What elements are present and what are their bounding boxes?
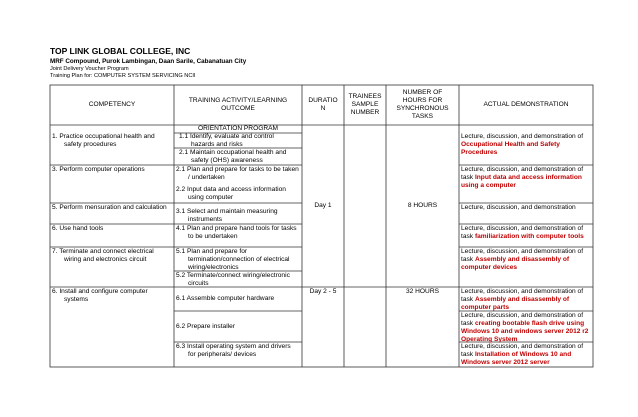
- header-hours: NUMBER OF HOURS FOR SYNCHRONOUS TASKS: [396, 89, 449, 120]
- activity-3-1: 3.1 Select and maintain measuring instruments: [176, 208, 278, 223]
- demo-6: Lecture, discussion, and demonstration of task familiarization with computer tools: [461, 225, 584, 240]
- activity-5-1: 5.1 Plan and prepare for termination/connection of electrical wiring/electronics: [176, 248, 290, 271]
- activity-2-1b: 2.1 Plan and prepare for tasks to be taken / undertaken: [176, 166, 299, 181]
- header-competency: COMPETENCY: [88, 101, 136, 108]
- competency-6: 6. Use hand tools: [52, 225, 104, 232]
- activity-2-1: 2.1 Maintain occupational health and safety (OHS) awareness: [179, 149, 287, 164]
- header-activity: TRAINING ACTIVITY/LEARNING OUTCOME: [188, 97, 288, 112]
- activity-6-1: 6.1 Assemble computer hardware: [176, 295, 275, 302]
- duration-day2-5: Day 2 - 5: [309, 288, 337, 295]
- activity-6-3: 6.3 Install operating system and drivers for peripherals/ devices: [176, 343, 291, 358]
- competency-1: 1. Practice occupational health and safety procedures: [52, 133, 155, 148]
- demo-1: Lecture, discussion, and demonstration of Occupational Health and Safety Procedures: [461, 133, 584, 156]
- activity-2-2: 2.2 Input data and access information using computer: [176, 186, 286, 201]
- competency-5: 5. Perform mensuration and calculation: [52, 204, 167, 211]
- demo-8-3: Lecture, discussion, and demonstration of task Installation of Windows 10 and Windows server 2012 server: [461, 343, 584, 366]
- college-address: MRF Compound, Purok Lambingan, Daan Sarile, Cabanatuan City: [50, 58, 247, 65]
- activity-4-1: 4.1 Plan and prepare hand tools for tasks to be undertaken: [176, 225, 297, 240]
- competency-3: 3. Perform computer operations: [52, 166, 145, 173]
- activity-1-1: 1.1 Identify, evaluate and control hazards and risks: [179, 133, 274, 148]
- demo-3: Lecture, discussion, and demonstration of task Input data and access information using a computer: [461, 166, 584, 189]
- duration-day1: Day 1: [314, 202, 332, 209]
- competency-7: 7. Terminate and connect electrical wiring and electronics circuit: [52, 248, 154, 263]
- activity-6-2: 6.2 Prepare installer: [176, 323, 236, 330]
- training-plan-label: Training Plan for: COMPUTER SYSTEM SERVICING NCII: [50, 73, 196, 79]
- header-demonstration: ACTUAL DEMONSTRATION: [483, 101, 569, 108]
- program-name: Joint Delivery Voucher Program: [50, 66, 129, 72]
- college-title: TOP LINK GLOBAL COLLEGE, INC: [50, 46, 191, 56]
- header-duration: DURATIO N: [308, 97, 338, 112]
- demo-8-1: Lecture, discussion, and demonstration of task Assembly and disassembly of computer parts: [461, 288, 584, 311]
- competency-8: 6. Install and configure computer systems: [52, 288, 148, 303]
- hours-32: 32 HOURS: [406, 288, 439, 295]
- activity-5-2: 5.2 Terminate/connect wiring/electronic circuits: [176, 272, 290, 287]
- demo-7: Lecture, discussion, and demonstration of task Assembly and disassembly of computer devices: [461, 248, 584, 271]
- hours-8: 8 HOURS: [407, 202, 438, 209]
- demo-5: Lecture, discussion, and demonstration: [461, 204, 576, 211]
- demo-8-2: Lecture, discussion, and demonstration of task creating bootable flash drive using Windows 10 and windows server 2012 r2 Operating System: [461, 312, 589, 343]
- header-trainees: TRAINEES SAMPLE NUMBER: [348, 93, 382, 116]
- orientation-program: ORIENTATION PROGRAM: [198, 125, 278, 132]
